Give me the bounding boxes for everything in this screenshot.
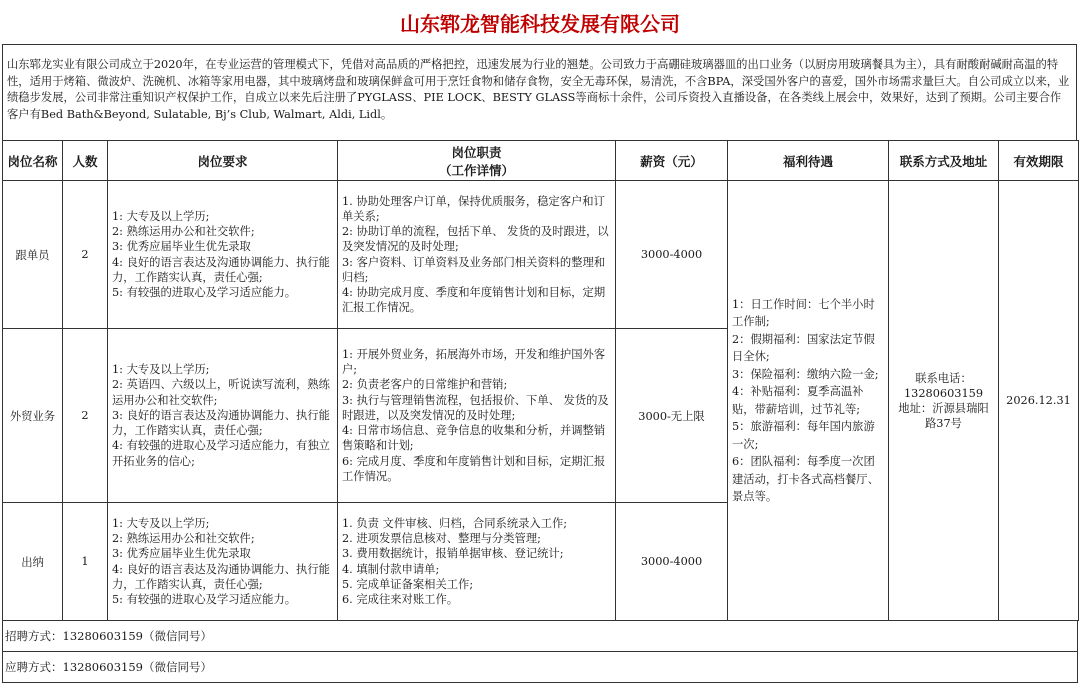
req-line: 4: 良好的语言表达及沟通协调能力、执行能力，工作踏实认真，责任心强;: [112, 562, 330, 591]
duty-line: 1: 开展外贸业务，拓展海外市场，开发和维护国外客户;: [342, 348, 606, 377]
req-line: 3: 优秀应届毕业生优先录取: [112, 547, 251, 561]
duty-line: 4. 填制付款申请单;: [342, 562, 440, 576]
duty-line: 3: 客户资料、订单资料及业务部门相关资料的整理和归档;: [342, 255, 606, 284]
req-line: 5: 有较强的进取心及学习适应能力。: [112, 592, 297, 606]
duty-line: 4: 协助完成月度、季度和年度销售计划和目标，定期汇报工作情况。: [342, 285, 606, 315]
header-count: 人数: [63, 141, 108, 181]
job-salary: 3000-4000: [616, 503, 728, 621]
duty-line: 6: 完成月度、季度和年度销售计划和目标，定期汇报工作情况。: [342, 454, 606, 483]
duty-line: 5. 完成单证备案相关工作;: [342, 577, 474, 591]
table-row: [3, 181, 1079, 329]
duty-line: 3: 执行与管理销售流程，包括报价、下单、 发货的及时跟进，以及突发情况的及时处理;: [342, 393, 609, 422]
req-line: 3: 优秀应届毕业生优先录取: [112, 240, 251, 254]
phone-label: 联系电话：: [915, 371, 972, 385]
header-req: 岗位要求: [108, 141, 338, 181]
req-line: 4: 良好的语言表达及沟通协调能力、执行能力，工作踏实认真，责任心强;: [112, 255, 330, 284]
welfare-line: 3：保险福利：缴纳六险一金;: [732, 367, 879, 381]
expiry-date: 2026.12.31: [999, 181, 1079, 621]
duty-line: 1. 负责 文件审核、归档，合同系统录入工作;: [342, 516, 568, 530]
job-name: 跟单员: [3, 181, 63, 329]
header-expiry: 有效期限: [999, 141, 1079, 181]
duty-line: 4: 日常市场信息、竞争信息的收集和分析，并调整销售策略和计划;: [342, 424, 606, 453]
address: 地址：沂源县瑞阳路37号: [898, 401, 989, 430]
header-duty-sub: （工作详情）: [438, 162, 514, 178]
welfare-line: 2：假期福利：国家法定节假日全休;: [732, 332, 875, 363]
job-duty: [338, 181, 616, 329]
req-line: 5: 有较强的进取心及学习适应能力。: [112, 285, 297, 299]
phone-number: 13280603159: [903, 386, 984, 400]
job-duty: [338, 503, 616, 621]
duty-line: 2: 负责老客户的日常维护和营销;: [342, 378, 508, 392]
job-req: [108, 181, 338, 329]
header-duty: [338, 141, 616, 181]
job-table: [2, 140, 1079, 621]
req-line: 1: 大专及以上学历;: [112, 516, 210, 530]
job-req: [108, 329, 338, 503]
welfare-line: 6：团队福利：每季度一次团建活动，打卡各式高档餐厅、景点等。: [732, 455, 879, 503]
company-intro: 山东郓龙实业有限公司成立于2020年，在专业运营的管理模式下，凭借对高品质的严格把控，迅速发展为行业的翘楚。公司致力于高硼硅玻璃器皿的出口业务（以厨房用玻璃餐具为主），具有耐酸耐碱耐高温的特性，适用于烤箱、微波炉、洗碗机、冰箱等家用电器，其中玻璃烤盘和玻璃保鲜盒可用于烹饪食物和储存食物，安全无毒环保，易清洗，不含BPA，深受国外客户的喜爱，国外市场需求量巨大。自公司成立以来，业绩稳步发展，公司非常注重知识产权保护工作，自成立以来先后注册了PYGLASS、PIE LOCK、BESTY GLASS等商标十余件，公司斥资投入直播设备，在各类线上展会中，效果好，达到了预期。公司主要合作客户有Bed Bath&Beyond, Sulatable, Bj’s Club, Walmart, Aldi, Lidl。: [2, 44, 1077, 140]
header-welfare: 福利待遇: [728, 141, 889, 181]
req-line: 1: 大专及以上学历;: [112, 363, 210, 377]
welfare-line: 5：旅游福利：每年国内旅游一次;: [732, 420, 875, 451]
job-salary: 3000-无上限: [616, 329, 728, 503]
contact-cell: [889, 181, 999, 621]
apply-method: 应聘方式：13280603159（微信同号）: [2, 652, 1078, 683]
job-req: [108, 503, 338, 621]
job-count: 1: [63, 503, 108, 621]
req-line: 1: 大专及以上学历;: [112, 209, 210, 223]
welfare-line: 1：日工作时间：七个半小时工作制;: [732, 297, 875, 328]
table-header-row: [3, 141, 1079, 181]
welfare-line: 4：补贴福利：夏季高温补贴，带薪培训，过节礼等;: [732, 385, 864, 416]
recruit-method: 招聘方式：13280603159（微信同号）: [2, 621, 1078, 652]
duty-line: 2: 协助订单的流程，包括下单、 发货的及时跟进，以及突发情况的及时处理;: [342, 225, 609, 254]
welfare-cell: [728, 181, 889, 621]
job-salary: 3000-4000: [616, 181, 728, 329]
job-name: 外贸业务: [3, 329, 63, 503]
duty-line: 1. 协助处理客户订单，保持优质服务，稳定客户和订单关系;: [342, 194, 605, 223]
duty-line: 2. 进项发票信息核对、整理与分类管理;: [342, 532, 541, 546]
req-line: 2: 英语四、六级以上，听说读写流利，熟练运用办公和社交软件;: [112, 378, 330, 407]
job-name: 出纳: [3, 503, 63, 621]
req-line: 2: 熟练运用办公和社交软件;: [112, 532, 255, 546]
header-salary: 薪资（元）: [616, 141, 728, 181]
req-line: 3: 良好的语言表达及沟通协调能力、执行能力，工作踏实认真，责任心强;: [112, 408, 330, 438]
header-contact: 联系方式及地址: [889, 141, 999, 181]
company-title: 山东郓龙智能科技发展有限公司: [400, 11, 680, 36]
job-count: 2: [63, 181, 108, 329]
header-duty-title: 岗位职责: [451, 144, 502, 160]
req-line: 4: 有较强的进取心及学习适应能力，有独立开拓业务的信心;: [112, 439, 330, 468]
job-count: 2: [63, 329, 108, 503]
duty-line: 6. 完成往来对账工作。: [342, 592, 459, 606]
header-name: 岗位名称: [3, 141, 63, 181]
job-duty: [338, 329, 616, 503]
duty-line: 3. 费用数据统计，报销单据审核、登记统计;: [342, 547, 564, 561]
req-line: 2: 熟练运用办公和社交软件;: [112, 225, 255, 239]
